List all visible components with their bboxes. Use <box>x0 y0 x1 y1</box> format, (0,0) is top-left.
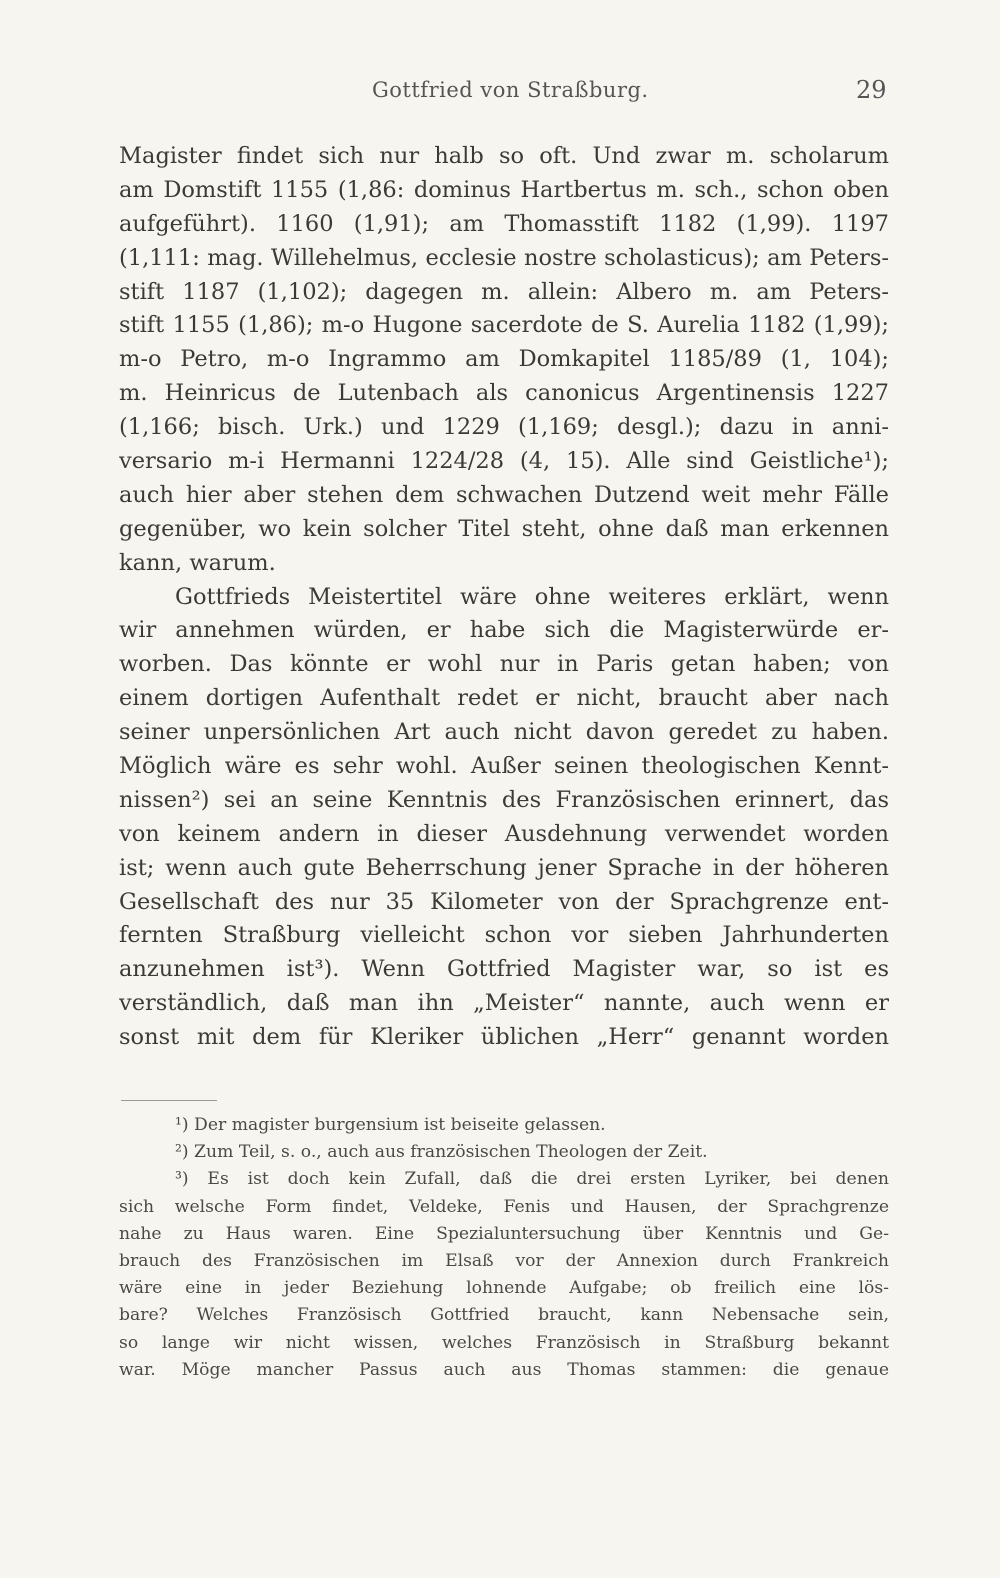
footnotes <box>119 1112 889 1384</box>
body-line: auch hier aber stehen dem schwachen Dutzend weit mehr Fälle <box>119 481 889 508</box>
body-line: aufgeführt). 1160 (1,91); am Thomasstift 1182 (1,99). 1197 <box>119 210 889 237</box>
body-line: Möglich wäre es sehr wohl. Außer seinen theologischen Kennt- <box>119 753 889 780</box>
footnote-line: sich welsche Form findet, Veldeke, Fenis und Hausen, der Sprachgrenze <box>119 1196 889 1217</box>
footnote-divider <box>121 1100 217 1101</box>
footnote-line: brauch des Französischen im Elsaß vor der Annexion durch Frankreich <box>119 1250 889 1271</box>
body-line: verständlich, daß man ihn „Meister“ nannte, auch wenn er <box>119 990 889 1017</box>
body-line: Gottfrieds Meistertitel wäre ohne weiteres erklärt, wenn <box>175 583 889 610</box>
footnote-line: so lange wir nicht wissen, welches Französisch in Straßburg bekannt <box>119 1332 889 1353</box>
footnote-line: war. Möge mancher Passus auch aus Thomas stammen: die genaue <box>119 1359 889 1380</box>
body-line: worben. Das könnte er wohl nur in Paris getan haben; von <box>119 651 889 678</box>
body-line: Gesellschaft des nur 35 Kilometer von der Sprachgrenze ent- <box>119 888 889 915</box>
body-line: kann, warum. <box>119 549 276 576</box>
body-line: nissen²) sei an seine Kenntnis des Französischen erinnert, das <box>119 786 889 813</box>
body-line: seiner unpersönlichen Art auch nicht davon geredet zu haben. <box>119 719 889 746</box>
footnote-line: ³) Es ist doch kein Zufall, daß die drei ersten Lyriker, bei denen <box>175 1169 889 1190</box>
body-line: anzunehmen ist³). Wenn Gottfried Magister war, so ist es <box>119 956 889 983</box>
body-text <box>119 140 889 1055</box>
body-line: stift 1187 (1,102); dagegen m. allein: Albero m. am Peters- <box>119 278 889 305</box>
body-line: gegenüber, wo kein solcher Titel steht, ohne daß man erkennen <box>119 515 889 542</box>
body-line: einem dortigen Aufenthalt redet er nicht, braucht aber nach <box>119 685 889 712</box>
body-line: wir annehmen würden, er habe sich die Magisterwürde er- <box>119 617 889 644</box>
footnote-line: nahe zu Haus waren. Eine Spezialuntersuchung über Kenntnis und Ge- <box>119 1223 889 1244</box>
running-title: Gottfried von Straßburg. <box>372 78 649 102</box>
body-line: versario m-i Hermanni 1224/28 (4, 15). Alle sind Geistliche¹); <box>119 448 889 475</box>
footnote-line: ²) Zum Teil, s. o., auch aus französischen Theologen der Zeit. <box>175 1142 708 1163</box>
page-number: 29 <box>856 76 887 104</box>
footnote-line: bare? Welches Französisch Gottfried braucht, kann Nebensache sein, <box>119 1305 889 1326</box>
footnote-line: ¹) Der magister burgensium ist beiseite gelassen. <box>175 1115 606 1135</box>
body-line: (1,111: mag. Willehelmus, ecclesie nostre scholasticus); am Peters- <box>119 244 889 271</box>
body-line: ist; wenn auch gute Beherrschung jener Sprache in der höheren <box>119 854 889 881</box>
body-line: Magister findet sich nur halb so oft. Und zwar m. scholarum <box>119 143 889 169</box>
body-line: m-o Petro, m-o Ingrammo am Domkapitel 1185/89 (1, 104); <box>119 346 889 373</box>
body-line: m. Heinricus de Lutenbach als canonicus Argentinensis 1227 <box>119 380 889 407</box>
body-line: (1,166; bisch. Urk.) und 1229 (1,169; desgl.); dazu in anni- <box>119 414 889 441</box>
body-line: stift 1155 (1,86); m-o Hugone sacerdote de S. Aurelia 1182 (1,99); <box>119 312 889 339</box>
body-line: fernten Straßburg vielleicht schon vor sieben Jahrhunderten <box>119 922 889 949</box>
body-line: am Domstift 1155 (1,86: dominus Hartbertus m. sch., schon oben <box>119 176 889 203</box>
footnote-line: wäre eine in jeder Beziehung lohnende Aufgabe; ob freilich eine lös- <box>119 1278 889 1299</box>
body-line: von keinem andern in dieser Ausdehnung verwendet worden <box>119 820 889 847</box>
body-line: sonst mit dem für Kleriker üblichen „Herr“ genannt worden <box>119 1024 889 1051</box>
